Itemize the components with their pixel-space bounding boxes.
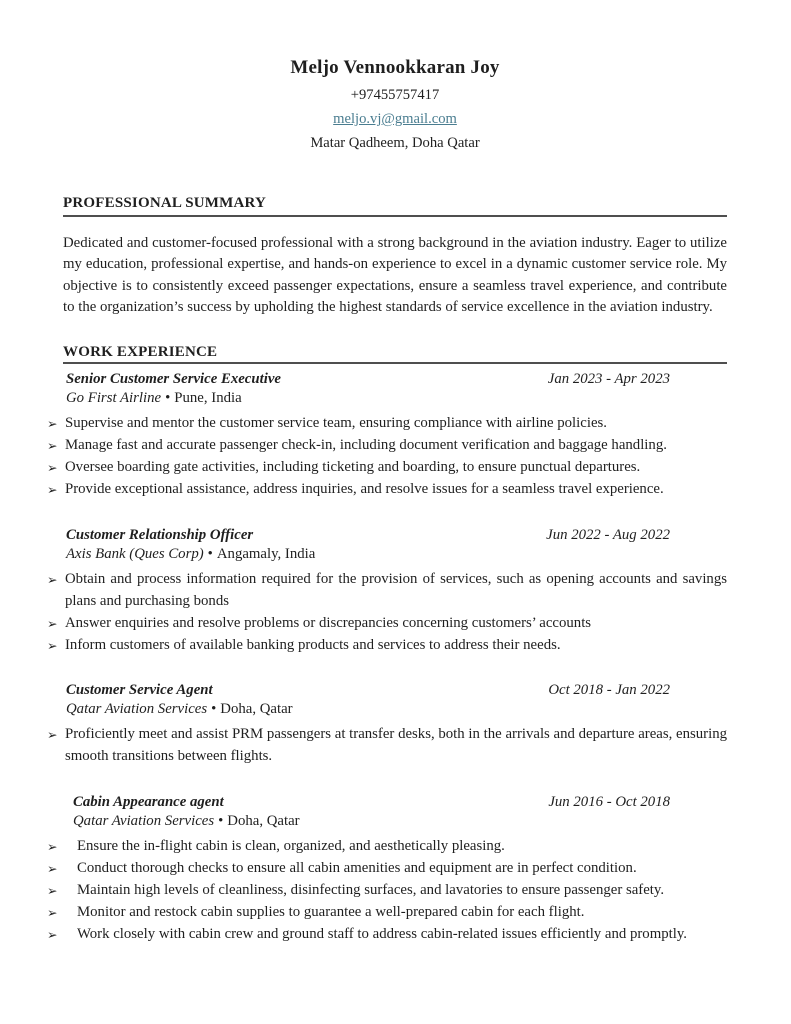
job-bullet-list [47, 413, 727, 501]
bullet-text: Work closely with cabin crew and ground staff to address cabin-related issues efficiently and promptly. [77, 925, 687, 942]
email-link[interactable]: meljo.vj@gmail.com [333, 111, 457, 128]
arrow-bullet-icon: ➢ [47, 417, 58, 432]
list-item [47, 880, 727, 902]
dot-separator: • [207, 545, 213, 562]
section-work-experience [47, 344, 727, 945]
bullet-text: Conduct thorough checks to ensure all cabin amenities and equipment are in perfect condition. [77, 860, 637, 877]
job-bullet-list [47, 569, 727, 657]
job-entry-customer-service-agent [47, 682, 727, 768]
resume-header [63, 57, 727, 151]
list-item [47, 635, 727, 657]
dot-separator: • [218, 813, 224, 830]
bullet-text: Maintain high levels of cleanliness, disinfecting surfaces, and lavatories to ensure passenger safety. [77, 882, 665, 899]
bullet-text: Inform customers of available banking products and services to address their needs. [65, 636, 561, 653]
bullet-text: Answer enquiries and resolve problems or discrepancies concerning customers’ accounts [65, 614, 592, 631]
job-dates: Jun 2022 - Aug 2022 [546, 526, 670, 543]
company-line [63, 390, 727, 407]
list-item [47, 613, 727, 635]
arrow-bullet-icon: ➢ [47, 862, 58, 877]
arrow-bullet-icon: ➢ [47, 461, 58, 476]
bullet-text: Oversee boarding gate activities, including ticketing and boarding, to ensure punctual departures. [65, 459, 641, 476]
arrow-bullet-icon: ➢ [47, 572, 58, 587]
bullet-text: Manage fast and accurate passenger check-in, including document verification and baggage handling. [65, 437, 667, 454]
section-professional-summary [63, 195, 727, 318]
job-title: Senior Customer Service Executive [66, 371, 281, 388]
arrow-bullet-icon: ➢ [47, 927, 58, 942]
job-title: Customer Service Agent [66, 682, 213, 699]
company-name: Qatar Aviation Services [73, 813, 215, 830]
phone-number: +97455757417 [350, 87, 440, 103]
arrow-bullet-icon: ➢ [47, 616, 58, 631]
job-entry-cabin-appearance-agent [47, 794, 727, 945]
arrow-bullet-icon: ➢ [47, 638, 58, 653]
job-dates: Jun 2016 - Oct 2018 [548, 794, 670, 811]
address: Matar Qadheem, Doha Qatar [310, 135, 480, 152]
list-item [47, 413, 727, 435]
job-head [63, 682, 727, 699]
bullet-text: Monitor and restock cabin supplies to guarantee a well-prepared cabin for each flight. [77, 903, 585, 920]
arrow-bullet-icon: ➢ [47, 905, 58, 920]
job-head [63, 371, 727, 388]
arrow-bullet-icon: ➢ [47, 840, 58, 855]
job-head [63, 794, 727, 811]
professional-summary-text: Dedicated and customer-focused professional with a strong background in the aviation industry. Eager to utilize my education, professional expertise, and hands-on experience to excel in a dynamic customer service role. My objective is to consistently exceed passenger expectations, ensure a seamless travel experience, and contribute to the organization’s success by upholding the highest standards of service excellence in the aviation industry. [63, 235, 727, 316]
company-line [63, 813, 727, 830]
list-item [47, 435, 727, 457]
bullet-text: Proficiently meet and assist PRM passengers at transfer desks, both in the arrivals and departure areas, ensuring smooth transitions between flights. [65, 726, 727, 765]
arrow-bullet-icon: ➢ [47, 439, 58, 454]
work-experience-title: WORK EXPERIENCE [63, 344, 727, 364]
bullet-text: Provide exceptional assistance, address inquiries, and resolve issues for a seamless travel experience. [65, 481, 664, 497]
candidate-name: Meljo Vennookkaran Joy [290, 57, 500, 78]
company-name: Axis Bank (Ques Corp) [66, 545, 204, 562]
arrow-bullet-icon: ➢ [47, 483, 58, 497]
list-item [47, 836, 727, 858]
list-item [47, 479, 727, 501]
bullet-text: Ensure the in-flight cabin is clean, organized, and aesthetically pleasing. [77, 838, 505, 855]
list-item [47, 457, 727, 479]
company-name: Qatar Aviation Services [66, 701, 208, 718]
list-item [47, 569, 727, 613]
job-dates: Oct 2018 - Jan 2022 [548, 682, 670, 699]
job-entry-senior-customer-service-executive [47, 371, 727, 501]
company-line [63, 546, 727, 563]
company-line [63, 701, 727, 718]
bullet-text: Obtain and process information required for the provision of services, such as opening accounts and savings plans and purchasing bonds [65, 570, 727, 609]
company-location: Doha, Qatar [220, 701, 293, 718]
arrow-bullet-icon: ➢ [47, 884, 58, 899]
list-item [47, 724, 727, 768]
job-bullet-list [47, 836, 727, 945]
bullet-text: Supervise and mentor the customer service team, ensuring compliance with airline policies. [65, 415, 607, 432]
company-location: Angamaly, India [216, 545, 316, 562]
company-location: Pune, India [174, 390, 242, 407]
email-line [63, 111, 727, 127]
job-dates: Jan 2023 - Apr 2023 [547, 371, 670, 388]
dot-separator: • [165, 390, 171, 407]
dot-separator: • [211, 701, 217, 718]
list-item [47, 858, 727, 880]
job-bullet-list [47, 724, 727, 768]
list-item [47, 924, 727, 946]
company-name: Go First Airline [66, 390, 162, 407]
list-item [47, 902, 727, 924]
job-title: Cabin Appearance agent [73, 794, 224, 811]
job-entry-customer-relationship-officer [47, 526, 727, 657]
job-head [63, 527, 727, 544]
professional-summary-title: PROFESSIONAL SUMMARY [63, 195, 727, 217]
arrow-bullet-icon: ➢ [47, 728, 58, 743]
job-title: Customer Relationship Officer [66, 526, 254, 543]
company-location: Doha, Qatar [227, 813, 300, 830]
